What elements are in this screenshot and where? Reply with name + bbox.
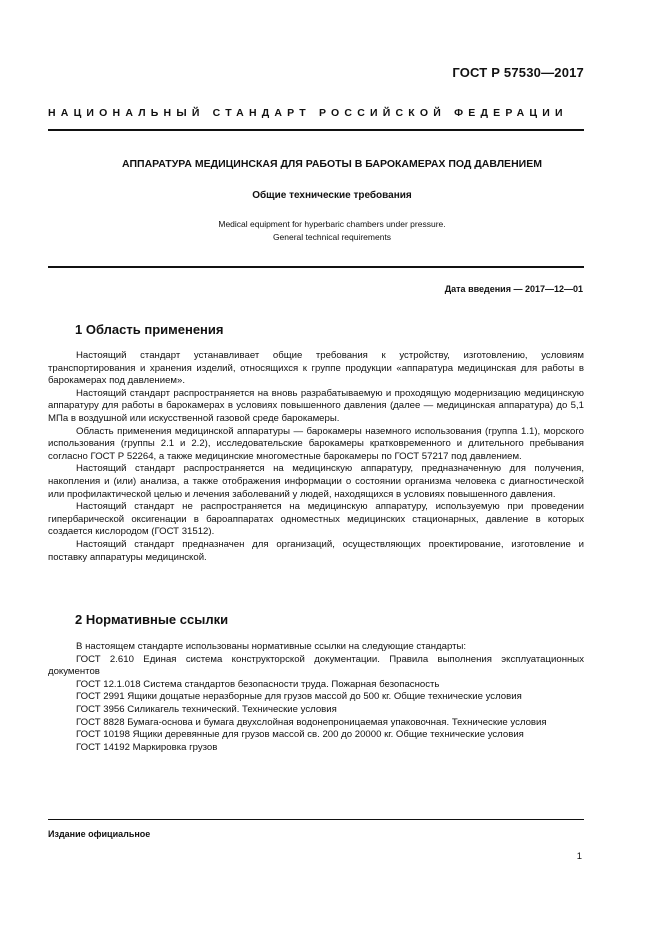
reference-item: ГОСТ 2991 Ящики дощатые неразборные для грузов массой до 500 кг. Общие технические условия [76,691,522,703]
reference-item: ГОСТ 8828 Бумага-основа и бумага двухслойная водонепроницаемая упаковочная. Технические условия [76,716,547,728]
paragraph: Настоящий стандарт устанавливает общие требования к устройству, изготовлению, условиям транспортирования и хранения изделий, относящихся к группе продукции «аппаратура медицинская для работы в барокамерах под давлением». [48,350,584,387]
english-title-line-2: General technical requirements [272,232,392,242]
reference-item: ГОСТ 10198 Ящики деревянные для грузов массой св. 200 до 20000 кг. Общие технические условия [76,729,524,741]
reference-item: ГОСТ 3956 Силикагель технический. Технические условия [76,703,337,715]
title-divider [48,266,584,268]
paragraph: Настоящий стандарт предназначен для организаций, осуществляющих проектирование, изготовление и поставку аппаратуры медицинской. [48,538,584,563]
paragraph: Область применения медицинской аппаратуры — барокамеры наземного использования (группа 1.1), морского использования (группы 2.1 и 2.2), исследовательские барокамеры кратковременного и длительного пребывания согласно ГОСТ Р 52264, а также медицинские многоместные барокамеры по ГОСТ 57217 под давлением. [48,425,584,462]
paragraph: Настоящий стандарт распространяется на вновь разрабатываемую и проходящую модернизацию медицинскую аппаратуру для работы в барокамерах в условиях повышенного давления (далее — медицинская аппаратура) до 5,1 МПа в воздушной или искусственной газовой среде барокамеры. [48,387,584,424]
reference-item: ГОСТ 12.1.018 Система стандартов безопасности труда. Пожарная безопасность [76,678,440,690]
document-title: АППАРАТУРА МЕДИЦИНСКАЯ ДЛЯ РАБОТЫ В БАРОКАМЕРАХ ПОД ДАВЛЕНИЕМ [122,158,542,170]
section-1-heading: 1 Область применения [75,322,224,337]
section-2-body [48,641,584,754]
section-2-heading: 2 Нормативные ссылки [75,612,229,627]
national-standard-title: НАЦИОНАЛЬНЫЙ СТАНДАРТ РОССИЙСКОЙ ФЕДЕРАЦИИ [48,107,568,119]
section-1-body [48,350,584,564]
footer-divider [48,819,584,820]
page-number: 1 [576,851,582,862]
reference-item: ГОСТ 2.610 Единая система конструкторской документации. Правила выполнения эксплуатационных документов [48,653,584,678]
references-intro: В настоящем стандарте использованы нормативные ссылки на следующие стандарты: [76,641,467,652]
official-edition-label: Издание официальное [48,829,151,839]
paragraph: Настоящий стандарт не распространяется на медицинскую аппаратуру, используемую при проведении гипербарической оксигенации в бароаппаратах одноместных медицинских стационарных, давление в которых создается кислородом (ГОСТ 31512). [48,501,584,538]
top-divider [48,129,584,131]
english-title [40,218,624,244]
document-code: ГОСТ Р 57530—2017 [452,65,584,80]
introduction-date: Дата введения — 2017—12—01 [444,284,583,294]
english-title-line-1: Medical equipment for hyperbaric chambers under pressure. [218,219,446,229]
reference-item: ГОСТ 14192 Маркировка грузов [76,741,218,753]
paragraph: Настоящий стандарт распространяется на медицинскую аппаратуру, предназначенную для получения, накопления и (или) анализа, а также отображения информации о состоянии организма человека с диагностической или профилактической целью и лечения заболеваний у людей, находящихся в условиях повышенного давления. [48,463,584,500]
document-subtitle: Общие технические требования [252,190,412,201]
